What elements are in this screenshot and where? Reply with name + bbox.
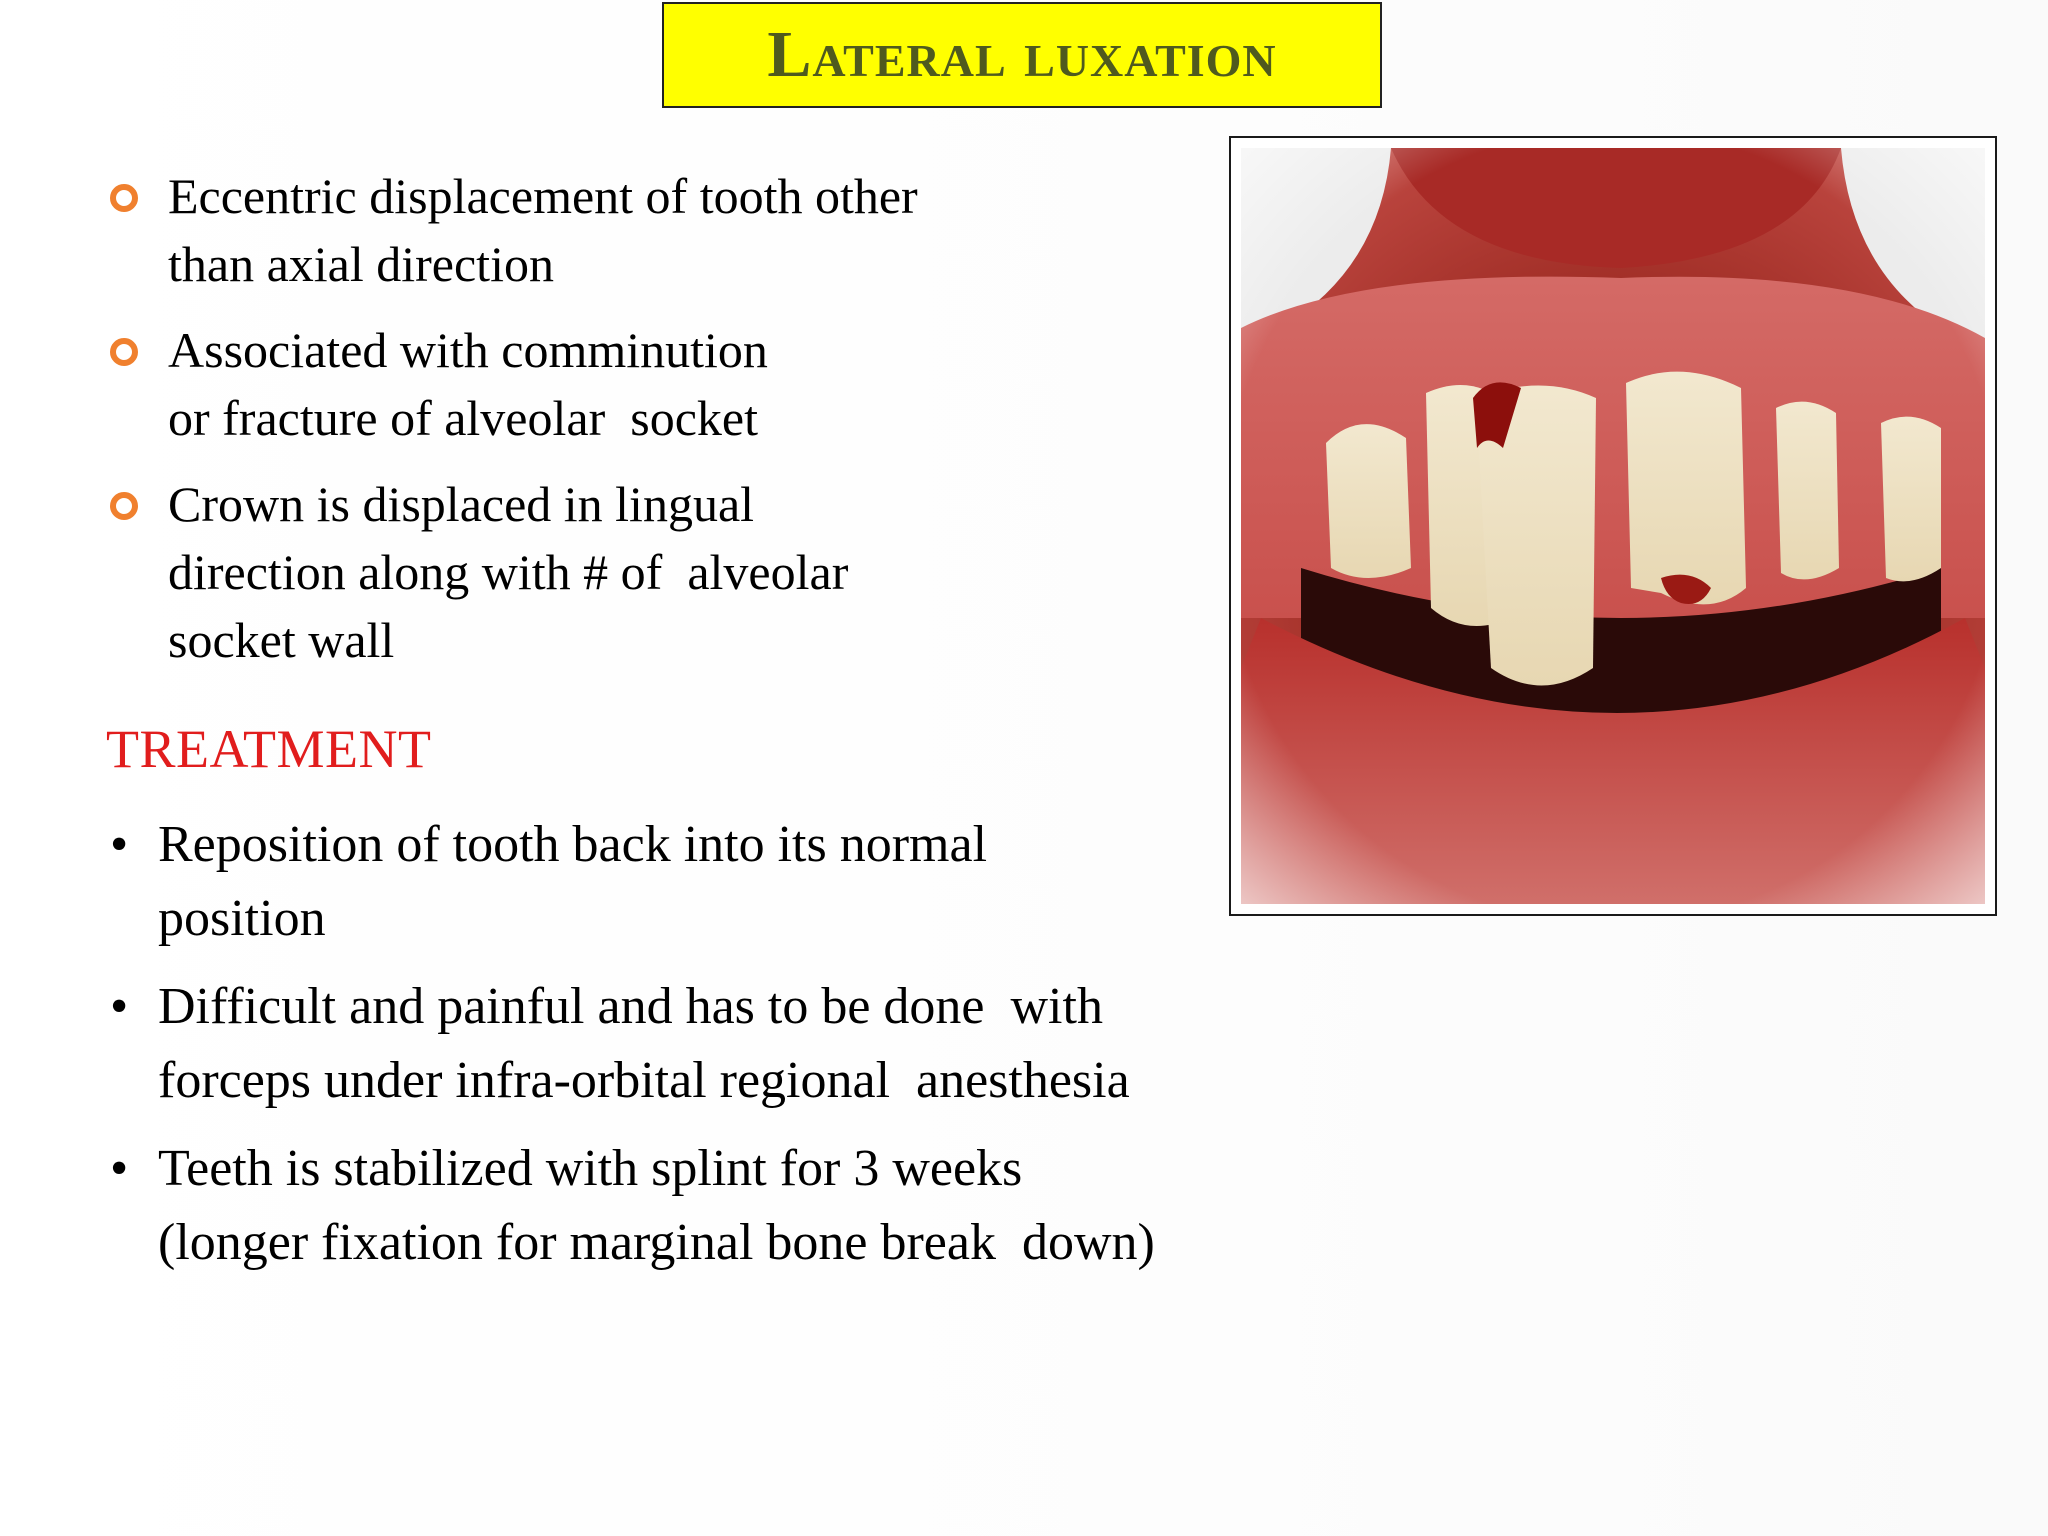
treatment-line: position xyxy=(158,890,326,947)
treatment-line: Reposition of tooth back into its normal xyxy=(158,816,988,873)
treatment-item xyxy=(106,808,1306,956)
bullet-dot-icon: • xyxy=(110,1140,129,1197)
treatment-line: forceps under infra-orbital regional anesthesia xyxy=(158,1052,1130,1109)
title-box xyxy=(662,2,1382,108)
treatment-item xyxy=(106,1132,1306,1280)
orange-ring-icon xyxy=(110,338,138,366)
clinical-photo xyxy=(1241,148,1985,904)
bullet-line: or fracture of alveolar socket xyxy=(168,390,758,446)
orange-ring-icon xyxy=(110,492,138,520)
bullet-line: direction along with # of alveolar xyxy=(168,544,849,600)
bullet-line: Crown is displaced in lingual xyxy=(168,476,755,532)
treatment-line: Teeth is stabilized with splint for 3 weeks xyxy=(158,1140,1023,1197)
bullet-line: socket wall xyxy=(168,612,395,668)
bullet-dot-icon: • xyxy=(110,978,129,1035)
treatment-list xyxy=(106,808,1306,1294)
bullet-dot-icon: • xyxy=(110,816,129,873)
bullet-line: Associated with comminution xyxy=(168,322,768,378)
bullet-item xyxy=(106,316,1146,452)
treatment-item xyxy=(106,970,1306,1118)
treatment-line: Difficult and painful and has to be done with xyxy=(158,978,1103,1035)
treatment-heading: TREATMENT xyxy=(106,719,432,779)
clinical-photo-frame xyxy=(1229,136,1997,916)
orange-ring-icon xyxy=(110,184,138,212)
bullet-item xyxy=(106,162,1146,298)
bullet-line: than axial direction xyxy=(168,236,554,292)
bullet-list xyxy=(106,162,1146,692)
bullet-line: Eccentric displacement of tooth other xyxy=(168,168,918,224)
treatment-line: (longer fixation for marginal bone break down) xyxy=(158,1214,1155,1271)
slide-title: Lateral luxation xyxy=(767,18,1277,91)
bullet-item xyxy=(106,470,1146,674)
